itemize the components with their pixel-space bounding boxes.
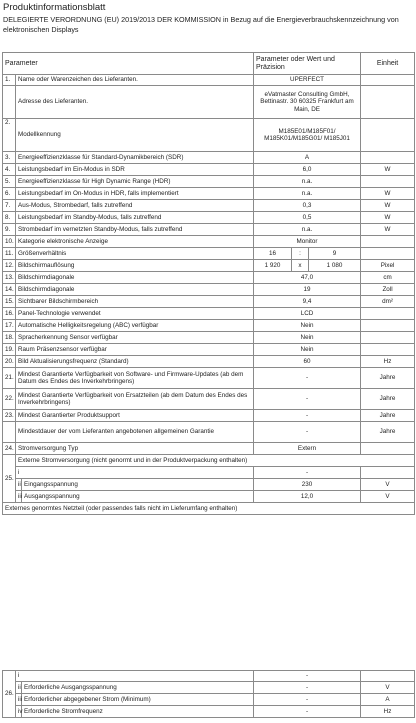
row-value: - (254, 389, 361, 410)
row-unit: Jahre (361, 368, 415, 389)
row-unit: Zoll (361, 284, 415, 296)
table-row (3, 176, 415, 188)
row-value: M185E01/M185F01/ M185K01/M185G01/ M185J01 (254, 119, 361, 152)
table-row (3, 86, 415, 119)
row-value: - (254, 410, 361, 422)
table-header (3, 53, 415, 75)
row-value: - (254, 422, 361, 443)
aspect-separator: : (292, 248, 309, 260)
row-number: 9. (3, 224, 16, 236)
row-label: Kategorie elektronische Anzeige (16, 236, 254, 248)
row-unit: W (361, 188, 415, 200)
row-key: iv (16, 706, 22, 718)
header-unit: Einheit (361, 53, 415, 75)
row-value: 0,3 (254, 200, 361, 212)
row-unit: Jahre (361, 389, 415, 410)
table-row (3, 455, 415, 467)
header-parameter: Parameter (3, 53, 254, 75)
table-row (3, 694, 415, 706)
row-label: Bildschirmauflösung (16, 260, 254, 272)
row-label: Mindest Garantierter Produktsupport (16, 410, 254, 422)
row-unit: Jahre (361, 410, 415, 422)
row-number: 24. (3, 443, 16, 455)
row-value: - (254, 368, 361, 389)
row-value: 6,0 (254, 164, 361, 176)
resolution-height: 1 080 (309, 260, 361, 272)
row-value: 60 (254, 356, 361, 368)
resolution-width: 1 920 (254, 260, 292, 272)
row-label: Bildschirmdiagonale (16, 272, 254, 284)
row-label: Leistungsbedarf im Ein-Modus in SDR (16, 164, 254, 176)
row-key: iii (16, 491, 22, 503)
row-number: 2. (3, 119, 16, 152)
row-unit: cm (361, 272, 415, 284)
row-unit: W (361, 224, 415, 236)
table-row (3, 200, 415, 212)
row-label: Ausgangsspannung (22, 491, 254, 503)
row-value: LCD (254, 308, 361, 320)
row-value: 230 (254, 479, 361, 491)
row-label: Raum Präsenzsensor verfügbar (16, 344, 254, 356)
table-row (3, 368, 415, 389)
row-number: 20. (3, 356, 16, 368)
row-label: Energieeffizienzklasse für High Dynamic Range (HDR) (16, 176, 254, 188)
row-number: 4. (3, 164, 16, 176)
row-label: Leistungsbedarf im Standby-Modus, falls zutreffend (16, 212, 254, 224)
row-value: 47,0 (254, 272, 361, 284)
row-value: eVatmaster Consulting GmbH, Bettinastr. 30 60325 Frankfurt am Main, DE (254, 86, 361, 119)
row-value: n.a. (254, 188, 361, 200)
row-value: - (254, 671, 361, 682)
header-value: Parameter oder Wert und Präzision (254, 53, 361, 75)
row-label: Strombedarf im vernetzten Standby-Modus, falls zutreffend (16, 224, 254, 236)
row-number: 1. (3, 75, 16, 86)
row-value: - (254, 706, 361, 718)
row-label: Spracherkennung Sensor verfügbar (16, 332, 254, 344)
row-value: Nein (254, 332, 361, 344)
row-unit (361, 119, 415, 152)
row-key: i (16, 467, 254, 479)
row-label: Mindest Garantierte Verfügbarkeit von Software- und Firmware-Updates (ab dem Datum des Endes des Inverkehrbringens) (16, 368, 254, 389)
table-row (3, 320, 415, 332)
table-row (3, 422, 415, 443)
row-unit (361, 236, 415, 248)
row-key: iii (16, 694, 22, 706)
table-row (3, 188, 415, 200)
row-value: Nein (254, 344, 361, 356)
row-label: Größenverhältnis (16, 248, 254, 260)
row-value: - (254, 694, 361, 706)
row-number: 23. (3, 410, 16, 422)
row-number: 13. (3, 272, 16, 284)
row-value: 0,5 (254, 212, 361, 224)
row-label: Energieeffizienzklasse für Standard-Dynamikbereich (SDR) (16, 152, 254, 164)
table-row (3, 479, 415, 491)
table-row (3, 706, 415, 718)
row-value: Monitor (254, 236, 361, 248)
table-row (3, 356, 415, 368)
table-row (3, 248, 415, 260)
row-value: - (254, 682, 361, 694)
table-row (3, 410, 415, 422)
table-row (3, 308, 415, 320)
table-row (3, 212, 415, 224)
row-unit (361, 176, 415, 188)
row-unit: W (361, 200, 415, 212)
row-number: 7. (3, 200, 16, 212)
row-unit: Hz (361, 706, 415, 718)
row-key: i (16, 671, 254, 682)
row-label: Eingangsspannung (22, 479, 254, 491)
row-unit: Pixel (361, 260, 415, 272)
row-label: Aus-Modus, Strombedarf, falls zutreffend (16, 200, 254, 212)
row-value: n.a. (254, 176, 361, 188)
row-number: 18. (3, 332, 16, 344)
row-value: Nein (254, 320, 361, 332)
resolution-separator: x (292, 260, 309, 272)
row-label: Panel-Technologie verwendet (16, 308, 254, 320)
row-unit (361, 248, 415, 260)
row-label: Automatische Helligkeitsregelung (ABC) verfügbar (16, 320, 254, 332)
table-row (3, 503, 415, 515)
row-number: 10. (3, 236, 16, 248)
table-row (3, 272, 415, 284)
row-label: Mindest Garantierte Verfügbarkeit von Ersatzteilen (ab dem Datum des Endes des Inverkehrbringens) (16, 389, 254, 410)
row-label: Stromversorgung Typ (16, 443, 254, 455)
row-label: Sichtbarer Bildschirmbereich (16, 296, 254, 308)
row-value: 12,0 (254, 491, 361, 503)
row-label: Erforderlicher abgegebener Strom (Minimum) (22, 694, 254, 706)
row-label: Mindestdauer der vom Lieferanten angebotenen allgemeinen Garantie (16, 422, 254, 443)
row-key: ii (16, 682, 22, 694)
row-number: 12. (3, 260, 16, 272)
row-unit (361, 75, 415, 86)
table-row (3, 119, 415, 152)
page-title: Produktinformationsblatt (3, 2, 106, 13)
row-unit: W (361, 164, 415, 176)
table-row (3, 224, 415, 236)
row-value: UPERFECT (254, 75, 361, 86)
row-number: 15. (3, 296, 16, 308)
row-unit: A (361, 694, 415, 706)
table-row (3, 332, 415, 344)
row-number: 21. (3, 368, 16, 389)
regulation-subtitle: DELEGIERTE VERORDNUNG (EU) 2019/2013 DER KOMMISSION in Bezug auf die Energieverbrauchskennzeichnung von elektronischen Displays (3, 15, 399, 34)
row-label: Erforderliche Ausgangsspannung (22, 682, 254, 694)
row-value: n.a. (254, 224, 361, 236)
row-label: Bild Aktualisierungsfrequenz (Standard) (16, 356, 254, 368)
row-unit (361, 152, 415, 164)
row-number: 11. (3, 248, 16, 260)
row-number: 17. (3, 320, 16, 332)
row-unit: W (361, 212, 415, 224)
row-number: 8. (3, 212, 16, 224)
row-unit (361, 332, 415, 344)
table-row (3, 443, 415, 455)
table-row (3, 284, 415, 296)
row-number: 22. (3, 389, 16, 410)
row-number: 19. (3, 344, 16, 356)
row-number: 5. (3, 176, 16, 188)
row-label: Erforderliche Stromfrequenz (22, 706, 254, 718)
row-number: 14. (3, 284, 16, 296)
row-label: Adresse des Lieferanten. (16, 86, 254, 119)
table-row (3, 164, 415, 176)
table-row (3, 344, 415, 356)
row-value: 19 (254, 284, 361, 296)
product-info-table (2, 52, 415, 515)
table-row (3, 491, 415, 503)
aspect-width: 16 (254, 248, 292, 260)
row-number: 3. (3, 152, 16, 164)
row-unit: Hz (361, 356, 415, 368)
row-label: Leistungsbedarf im On-Modus in HDR, falls implementiert (16, 188, 254, 200)
row-number: 6. (3, 188, 16, 200)
row-key: ii (16, 479, 22, 491)
row-label: Modellkennung (16, 119, 254, 152)
table-row (3, 296, 415, 308)
aspect-height: 9 (309, 248, 361, 260)
row-unit (361, 308, 415, 320)
row-unit (361, 443, 415, 455)
row-number: 16. (3, 308, 16, 320)
row-unit: Jahre (361, 422, 415, 443)
section-heading: Externes genormtes Netzteil (oder passendes falls nicht im Lieferumfang enthalten) (3, 503, 415, 515)
section-heading: Externe Stromversorgung (nicht genormt und in der Produktverpackung enthalten) (16, 455, 415, 467)
table-row (3, 389, 415, 410)
row-value: 9,4 (254, 296, 361, 308)
row-unit: dm² (361, 296, 415, 308)
row-label: Bildschirmdiagonale (16, 284, 254, 296)
power-supply-table (2, 670, 415, 718)
row-unit: V (361, 479, 415, 491)
row-unit (361, 86, 415, 119)
row-value: A (254, 152, 361, 164)
row-value: - (254, 467, 361, 479)
table-row (3, 260, 415, 272)
row-number: 26. (3, 671, 16, 718)
table-row (3, 682, 415, 694)
row-label: Name oder Warenzeichen des Lieferanten. (16, 75, 254, 86)
row-unit: V (361, 682, 415, 694)
row-unit (361, 344, 415, 356)
table-row (3, 236, 415, 248)
row-unit: V (361, 491, 415, 503)
table-row (3, 467, 415, 479)
table-row (3, 671, 415, 682)
table-row (3, 75, 415, 86)
row-number: 25. (3, 455, 16, 503)
row-value: Extern (254, 443, 361, 455)
row-unit (361, 320, 415, 332)
table-row (3, 152, 415, 164)
